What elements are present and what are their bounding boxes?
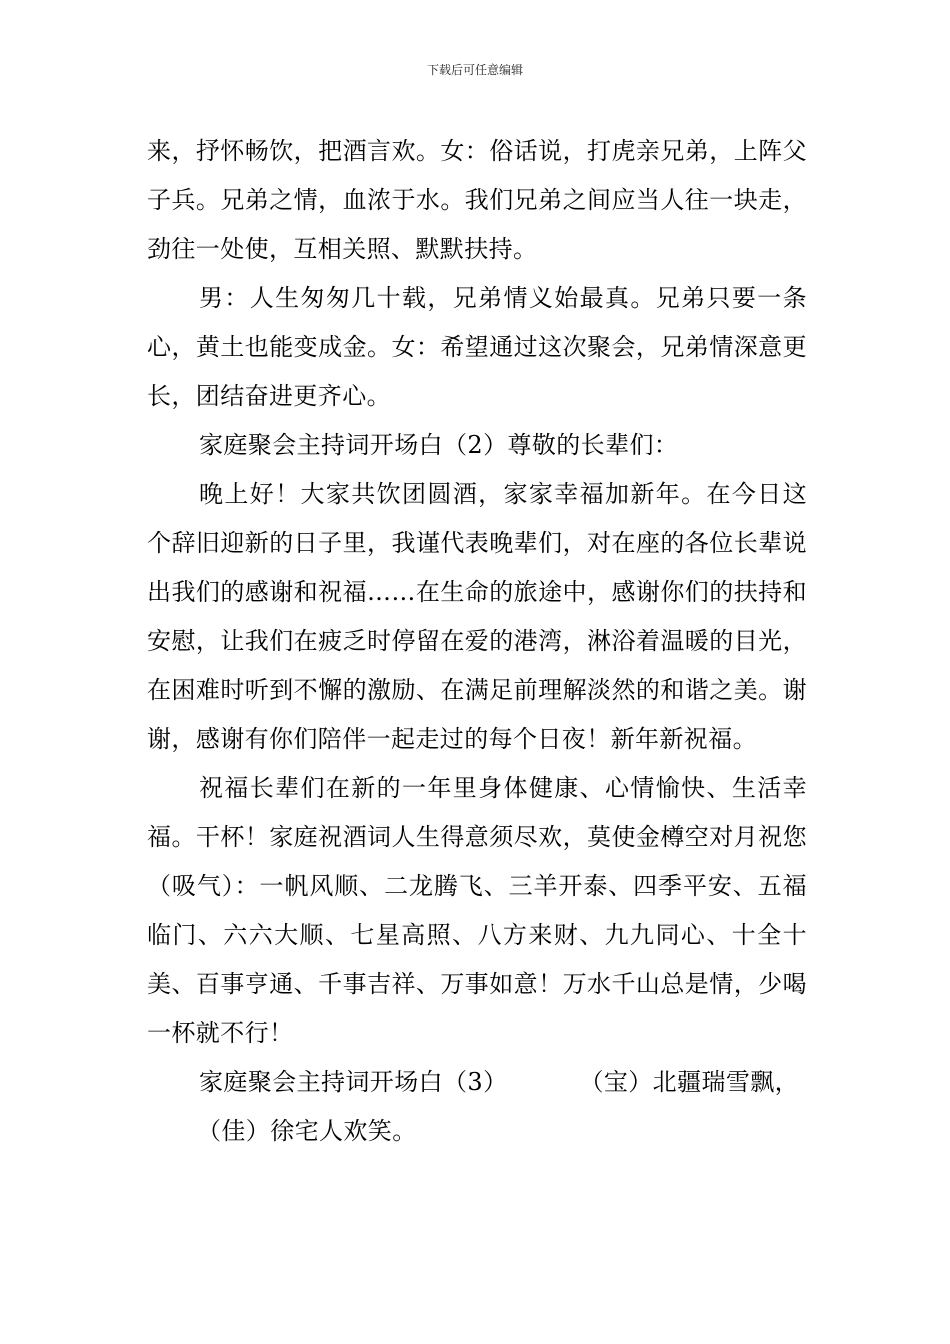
section-heading-2: 家庭聚会主持词开场白（2）尊敬的长辈们： [199, 431, 679, 459]
paragraph-4: 祝福长辈们在新的一年里身体健康、心情愉快、生活幸福。干杯！家庭祝酒词人生得意须尽欢，莫使金樽空对月祝您（吸气）：一帆风顺、二龙腾飞、三羊开泰、四季平安、五福临门、六六大顺、七星高照、八方来财、九九同心、十全十美、百事亨通、千事吉祥、万事如意！万水千山总是情，少喝一杯就不行！ [147, 774, 807, 1047]
section-heading-3 [147, 1058, 807, 1107]
section-heading-3-title: 家庭聚会主持词开场白（3） [199, 1068, 508, 1096]
paragraph-3: 晚上好！大家共饮团圆酒，家家幸福加新年。在今日这个辞旧迎新的日子里，我谨代表晚辈们，对在座的各位长辈说出我们的感谢和祝福……在生命的旅途中，感谢你们的扶持和安慰，让我们在疲乏时停留在爱的港湾，淋浴着温暖的目光，在困难时听到不懈的激励、在满足前理解淡然的和谐之美。谢谢，感谢有你们陪伴一起走过的每个日夜！新年新祝福。 [147, 480, 807, 753]
verse-line-1: （宝）北疆瑞雪飘， [579, 1068, 800, 1096]
paragraph-2: 男：人生匆匆几十载，兄弟情义始最真。兄弟只要一条心，黄土也能变成金。女：希望通过这次聚会，兄弟情深意更长，团结奋进更齐心。 [147, 284, 807, 410]
document-body [147, 127, 807, 1156]
paragraph-1: 来，抒怀畅饮，把酒言欢。女：俗话说，打虎亲兄弟，上阵父子兵。兄弟之情，血浓于水。我们兄弟之间应当人往一块走，劲往一处使，互相关照、默默扶持。 [147, 137, 807, 263]
verse-line-2: （佳）徐宅人欢笑。 [197, 1117, 417, 1145]
page-header-note: 下载后可任意编辑 [426, 63, 523, 77]
